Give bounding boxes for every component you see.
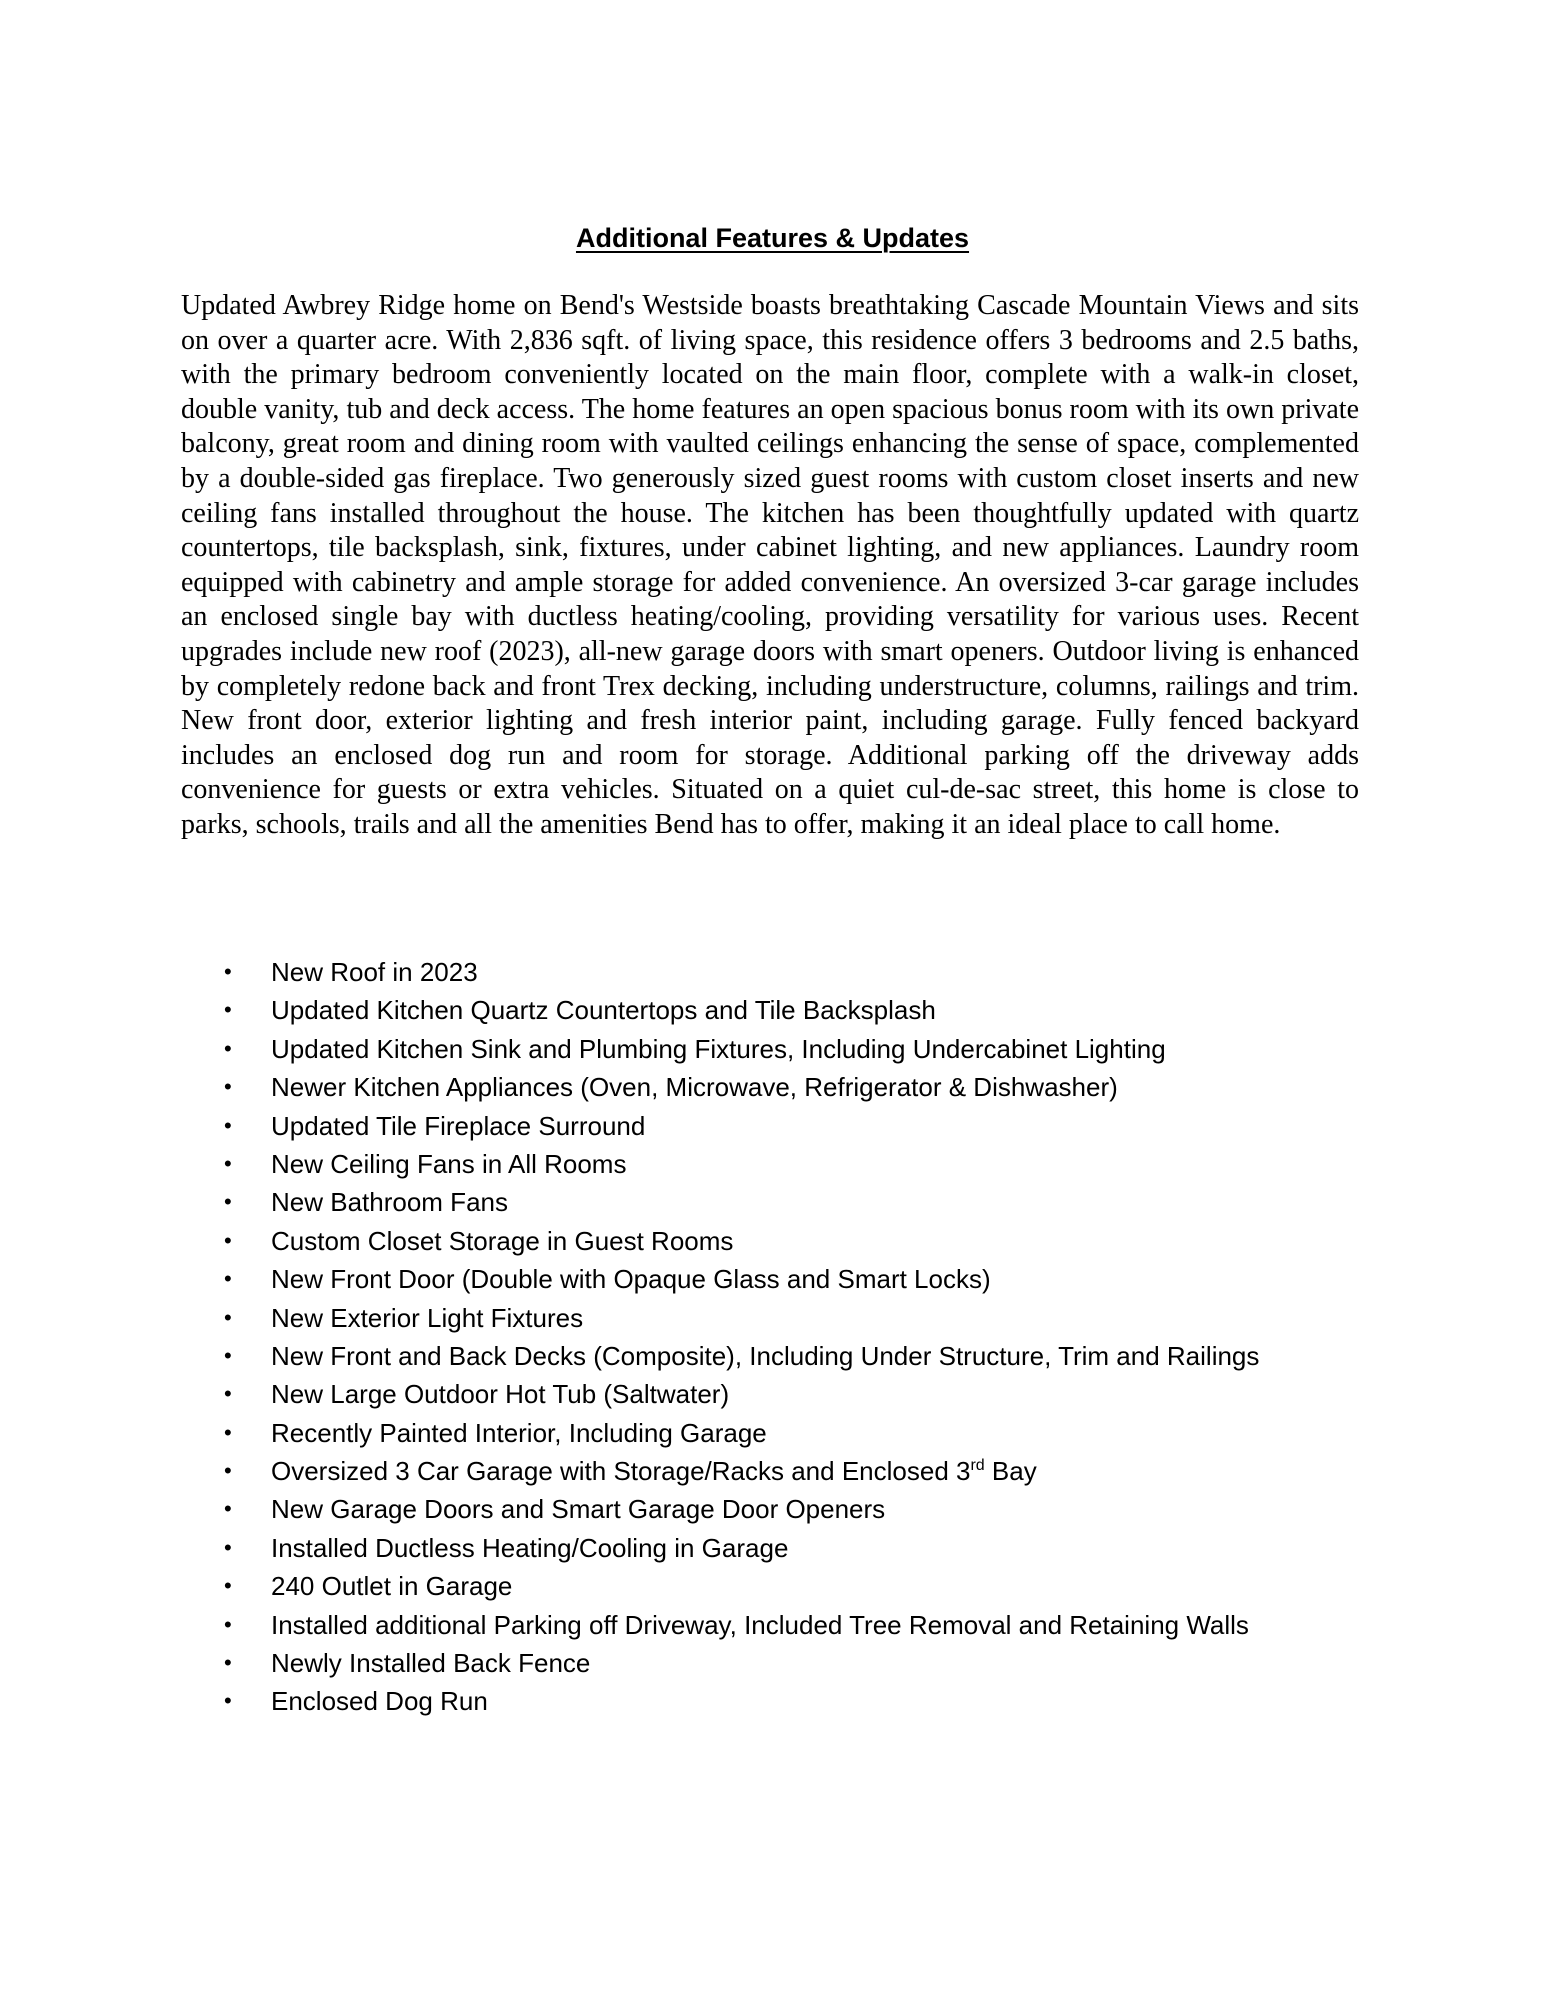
bullet-icon: •	[224, 1573, 232, 1599]
bullet-icon: •	[224, 1458, 232, 1484]
list-item	[0, 1183, 1545, 1221]
bullet-icon: •	[224, 1688, 232, 1714]
bullet-icon: •	[224, 1150, 232, 1176]
feature-text: Updated Kitchen Sink and Plumbing Fixtures, Including Undercabinet Lighting	[271, 1033, 1166, 1064]
list-item	[0, 1107, 1545, 1145]
bullet-icon: •	[224, 1112, 232, 1138]
feature-text: Newly Installed Back Fence	[271, 1648, 591, 1679]
feature-text: New Roof in 2023	[271, 957, 478, 987]
feature-text: Enclosed Dog Run	[271, 1686, 488, 1717]
list-item	[0, 1606, 1545, 1644]
list-item	[0, 1644, 1545, 1682]
feature-text: New Front and Back Decks (Composite), Including Under Structure, Trim and Railings	[271, 1340, 1260, 1371]
bullet-icon: •	[224, 1534, 232, 1560]
feature-text: New Front Door (Double with Opaque Glass and Smart Locks)	[271, 1264, 991, 1295]
feature-text: Installed additional Parking off Driveway, Included Tree Removal and Retaining Walls	[271, 1609, 1249, 1640]
bullet-icon: •	[224, 1342, 232, 1368]
list-item	[0, 1222, 1545, 1260]
bullet-icon: •	[224, 1611, 232, 1637]
feature-text: Custom Closet Storage in Guest Rooms	[271, 1225, 734, 1256]
list-item	[0, 1375, 1545, 1413]
bullet-icon: •	[224, 959, 232, 984]
feature-text: New Garage Doors and Smart Garage Door Openers	[271, 1494, 886, 1525]
list-item	[0, 1145, 1545, 1183]
feature-text: 240 Outlet in Garage	[271, 1571, 513, 1602]
bullet-icon: •	[224, 1035, 232, 1061]
list-item	[0, 991, 1545, 1029]
page-title	[0, 218, 1545, 258]
feature-text: New Large Outdoor Hot Tub (Saltwater)	[271, 1379, 730, 1410]
bullet-icon: •	[224, 997, 232, 1023]
list-item	[0, 1452, 1545, 1490]
bullet-icon: •	[224, 1419, 232, 1445]
feature-text: Recently Painted Interior, Including Garage	[271, 1417, 767, 1448]
list-item	[0, 1337, 1545, 1375]
feature-text-garage	[271, 1452, 1037, 1490]
bullet-icon: •	[224, 1304, 232, 1330]
list-item	[0, 1299, 1545, 1337]
list-item	[0, 1490, 1545, 1528]
feature-text: New Exterior Light Fixtures	[271, 1302, 584, 1333]
bullet-icon: •	[224, 1381, 232, 1407]
list-item	[0, 1529, 1545, 1567]
bullet-icon: •	[224, 1650, 232, 1676]
bullet-icon: •	[224, 1074, 232, 1100]
feature-text: New Ceiling Fans in All Rooms	[271, 1148, 627, 1179]
feature-text-suffix: Bay	[984, 1456, 1037, 1487]
feature-text: New Bathroom Fans	[271, 1187, 508, 1218]
description-paragraph: Updated Awbrey Ridge home on Bend's Westside boasts breathtaking Cascade Mountain Views and sits on over a quarter acre. With 2,836 sqft. of living space, this residence offers 3 bedrooms and 2.5 baths, with the primary bedroom conveniently located on the main floor, complete with a walk-in closet, double vanity, tub and deck access. The home features an open spacious bonus room with its own private balcony, great room and dining room with vaulted ceilings enhancing the sense of space, complemented by a double-sided gas fireplace. Two generously sized guest rooms with custom closet inserts and new ceiling fans installed throughout the house. The kitchen has been thoughtfully updated with quartz countertops, tile backsplash, sink, fixtures, under cabinet lighting, and new appliances. Laundry room equipped with cabinetry and ample storage for added convenience. An oversized 3-car garage includes an enclosed single bay with ductless heating/cooling, providing versatility for various uses. Recent upgrades include new roof (2023), all-new garage doors with smart openers. Outdoor living is enhanced by completely redone back and front Trex decking, including understructure, columns, railings and trim. New front door, exterior lighting and fresh interior paint, including garage. Fully fenced backyard includes an enclosed dog run and room for storage. Additional parking off the driveway adds convenience for guests or extra vehicles. Situated on a quiet cul-de-sac street, this home is close to parks, schools, trails and all the amenities Bend has to offer, making it an ideal place to call home.	[181, 290, 1359, 840]
feature-text: Updated Tile Fireplace Surround	[271, 1110, 646, 1141]
bullet-icon: •	[224, 1227, 232, 1253]
feature-text: Oversized 3 Car Garage with Storage/Racks and Enclosed 3	[271, 1456, 971, 1487]
bullet-icon: •	[224, 1189, 232, 1215]
ordinal-superscript: rd	[970, 1457, 985, 1475]
list-item	[0, 1068, 1545, 1106]
list-item	[0, 1567, 1545, 1605]
feature-text: Newer Kitchen Appliances (Oven, Microwave, Refrigerator & Dishwasher)	[271, 1072, 1118, 1103]
bullet-icon: •	[224, 1266, 232, 1292]
list-item	[0, 1682, 1545, 1720]
page-title-text: Additional Features & Updates	[575, 223, 970, 253]
feature-text: Installed Ductless Heating/Cooling in Garage	[271, 1532, 789, 1563]
list-item	[0, 1260, 1545, 1298]
feature-text: Updated Kitchen Quartz Countertops and Tile Backsplash	[271, 995, 936, 1026]
bullet-icon: •	[224, 1496, 232, 1522]
list-item	[0, 1414, 1545, 1452]
list-item	[0, 953, 1545, 991]
features-list	[0, 953, 1545, 1721]
list-item	[0, 1030, 1545, 1068]
